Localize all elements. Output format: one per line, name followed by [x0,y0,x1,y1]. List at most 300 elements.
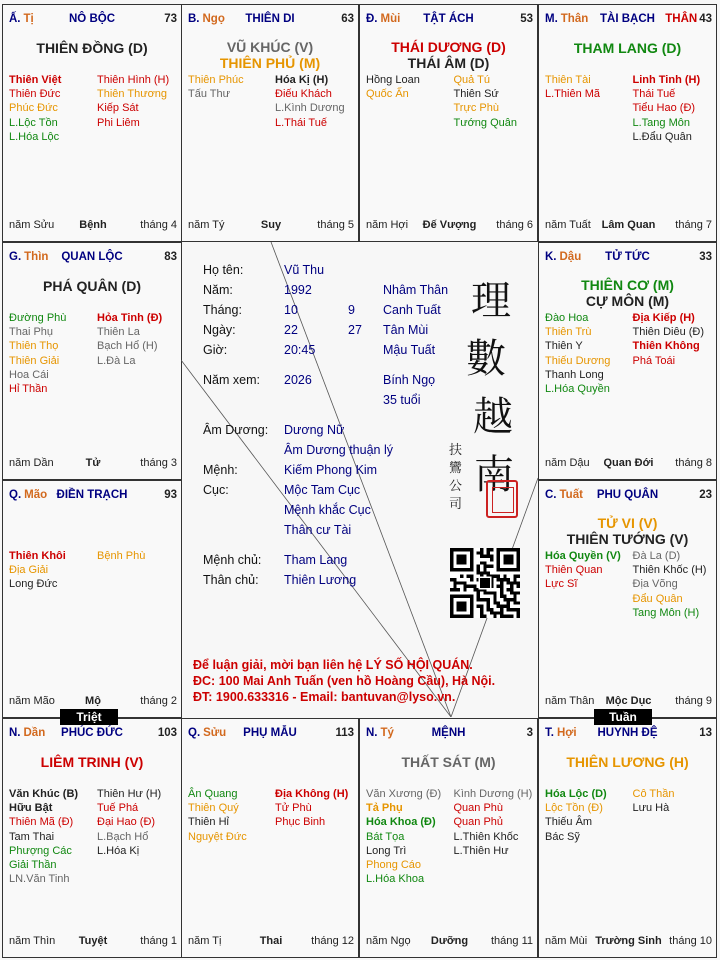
palace-name: PHỤ MẪU [243,727,297,739]
minor-stars-right [97,311,162,368]
minor-star: L.Bạch Hổ [97,830,149,843]
palace-can: K. [545,251,557,263]
palace-footer [188,935,354,949]
minor-star: Bệnh Phù [97,550,146,562]
minor-stars-right [97,787,161,858]
minor-stars-right [275,787,348,830]
view-year-canchi: Bính Ngọ [383,373,436,387]
minor-star: L.Thiên Hư [453,844,509,857]
minor-star: L.Hóa Quyền [545,383,610,396]
minor-star: Kình Dương (H) [453,788,533,800]
minor-stars-right [97,73,169,130]
month-lunar: 9 [348,303,355,317]
month-canchi: Canh Tuất [383,303,441,317]
minor-star: Lộc Tồn (Đ) [545,802,603,815]
palace-year: năm Tý [188,219,225,231]
minor-star: Bát Tọa [366,830,405,843]
minor-star: Thiên Hư (H) [97,788,162,800]
palace-can: T. [545,727,554,739]
menh-value: Kiếm Phong Kim [284,463,378,477]
palace-name: NÔ BỘC [69,13,115,25]
palace-branch: Dần [23,727,46,739]
minor-stars-left [366,73,420,101]
minor-star: Long Trì [366,844,407,857]
than-marker: THÂN [665,13,698,25]
year-label: Năm: [203,283,233,297]
minor-star: Bạch Hổ (H) [97,340,158,353]
main-star: THIÊN ĐỒNG (D) [36,40,148,56]
palace-stage: Tử [85,457,101,469]
palace-branch: Hợi [556,727,577,739]
cuc-relation: Mệnh khắc Cục [284,503,371,517]
palace-footer [545,219,712,233]
name-value: Vũ Thu [284,263,325,277]
center-info-panel [181,242,538,717]
palace-can: G. [9,251,22,263]
minor-star: Thiên Việt [9,74,62,86]
cuc-value: Mộc Tam Cục [284,483,361,497]
minor-star: Văn Xương (Đ) [366,788,442,800]
minor-star: Địa Kiếp (H) [632,312,695,324]
minor-star: Ân Quang [188,788,238,800]
palace-month: tháng 2 [140,695,177,707]
minor-star: L.Hóa Lộc [9,130,60,143]
palace-year: năm Thân [545,695,595,707]
palace-year: năm Dậu [545,457,590,469]
minor-star: Điếu Khách [275,88,332,101]
minor-star: Thiên Hỉ [188,816,229,829]
palace-number [699,251,712,263]
minor-star: Hóa Quyền (V) [545,550,621,562]
day-solar: 22 [284,323,298,337]
minor-star: Thiếu Âm [545,816,593,829]
main-star: THIÊN PHỦ (M) [219,55,321,71]
minor-star: LN.Văn Tinh [9,873,70,886]
main-star: THIÊN CƠ (M) [581,277,674,293]
minor-stars-left [545,73,600,101]
palace-branch: Mùi [380,13,401,25]
minor-star: L.Thiên Khốc [453,830,519,843]
month-label: Tháng: [203,303,242,317]
minor-star: Thiên Không [632,340,700,353]
seal-char-3: 公 [449,479,463,494]
main-star: CỰ MÔN (M) [585,293,670,309]
palace-age-number: 43 [699,13,712,25]
palace-name: TẬT ÁCH [423,13,474,25]
thanchu-value: Thiên Lương [284,573,357,587]
palace-year: năm Mão [9,695,55,707]
palace-branch: Tị [23,13,34,25]
minor-star: Quốc Ấn [366,88,409,101]
thanchu-label: Thân chủ: [203,573,259,587]
minor-star: Long Đức [9,578,58,591]
palace-month: tháng 12 [311,935,354,947]
palace-footer [9,935,177,949]
amduong-note: Âm Dương thuận lý [284,443,393,457]
minor-star: Đại Hao (Đ) [97,816,156,829]
minor-star: L.Hóa Kị [97,844,140,857]
palace-stage: Lâm Quan [601,219,656,231]
than-position: Thân cư Tài [284,523,352,537]
palace-ty-nobo[interactable] [2,4,182,242]
palace-number [335,727,354,739]
palace-age-number: 93 [164,489,177,501]
minor-star: Thiên Mã (Đ) [9,816,74,829]
amduong-value: Dương Nữ [284,423,345,437]
minor-stars-left [9,549,66,592]
minor-star: Hóa Khoa (Đ) [366,816,436,829]
minor-star: Đường Phù [9,312,67,324]
minor-star: Thiên Quan [545,564,603,577]
amduong-label: Âm Dương: [203,423,269,437]
minor-star: Thiếu Dương [545,354,611,367]
minor-star: Tấu Thư [188,88,231,101]
minor-stars-right [97,549,145,563]
minor-stars-left [366,787,441,886]
minor-star: Phi Liêm [97,116,140,129]
view-year-label: Năm xem: [203,373,260,387]
minor-star: Thiên Thương [97,88,168,101]
year-value: 1992 [284,283,312,297]
palace-number [520,13,533,25]
minor-star: Quan Phù [453,802,504,815]
palace-number [527,727,533,739]
main-star: THAM LANG (D) [573,40,682,56]
minor-star: Tiểu Hao (Đ) [632,102,696,115]
minor-star: Lưu Hà [632,802,670,815]
calligraphy-char-1: 理 [471,278,511,324]
palace-branch: Tý [380,727,394,739]
minor-star: Hoa Cái [9,368,49,381]
minor-stars-left [9,73,61,144]
palace-age-number: 103 [157,727,177,739]
hour-label: Giờ: [203,343,228,357]
minor-star: Thiên Quý [188,802,239,815]
palace-footer [545,935,712,949]
minor-star: L.Đà La [97,354,136,367]
minor-star: Cô Thần [632,788,675,800]
palace-name: TỬ TỨC [605,251,650,263]
palace-month: tháng 9 [675,695,712,707]
palace-stage: Thai [259,935,283,947]
minor-star: Thiên La [97,326,140,339]
palace-month: tháng 3 [140,457,177,469]
palace-thin-quanloc[interactable] [2,242,182,480]
minor-star: Nguyệt Đức [188,830,247,843]
contact-address: ĐC: 100 Mai Anh Tuấn (ven hồ Hoàng Cầu), Hà Nội. [193,674,496,688]
palace-number [164,489,177,501]
minor-stars-left [545,311,610,396]
minor-star: Thiên Đức [9,88,61,101]
main-star: THẤT SÁT (M) [401,754,496,770]
palace-number [699,489,712,501]
calligraphy-char-3: 越 [473,394,513,440]
minor-star: Thiên Khốc (H) [632,564,707,577]
minor-stars-left [545,787,607,844]
month-solar: 10 [284,303,298,317]
main-star: TỬ VI (V) [597,515,658,531]
minor-star: Đà La (D) [632,550,681,562]
minor-stars-left [545,549,621,592]
minor-star: Văn Khúc (B) [9,788,79,800]
minor-star: Tam Thai [9,830,55,843]
palace-branch: Dậu [559,251,582,263]
minor-star: Kiếp Sát [97,102,139,115]
palace-age-number: 83 [164,251,177,263]
palace-name: PHU QUÂN [596,489,659,501]
palace-month: tháng 5 [317,219,354,231]
hour-value: 20:45 [284,343,316,357]
palace-footer [188,219,354,233]
palace-year: năm Thìn [9,935,56,947]
minor-star: Hỉ Thần [9,383,48,396]
minor-star: Quả Tú [453,74,490,86]
palace-dau-tutuc[interactable] [538,242,717,480]
minor-star: Địa Giải [9,564,49,577]
palace-branch: Ngọ [202,13,225,25]
palace-year: năm Mùi [545,935,588,947]
name-label: Họ tên: [203,263,244,277]
palace-name: TÀI BẠCH [600,13,655,25]
palace-number [164,251,177,263]
main-star: PHÁ QUÂN (D) [43,278,141,294]
palace-branch: Thân [560,13,589,25]
palace-name: PHÚC ĐỨC [61,727,123,739]
palace-stage: Trường Sinh [595,935,662,947]
minor-stars-right [454,787,533,858]
minor-star: Trực Phù [453,102,499,115]
minor-star: Bác Sỹ [545,830,580,843]
main-star: LIÊM TRINH (V) [40,754,144,770]
minor-stars-right [633,73,701,144]
age-value: 35 tuổi [383,393,421,407]
palace-number [699,727,712,739]
minor-star: Lực Sĩ [545,578,578,591]
minor-star: Địa Không (H) [275,788,349,800]
palace-dan-phucduc[interactable] [2,718,182,958]
minor-star: Hỏa Tinh (Đ) [97,312,163,324]
hour-canchi: Mậu Tuất [383,343,436,357]
minor-star: Thiên Giải [9,354,60,367]
day-label: Ngày: [203,323,236,337]
minor-star: Phượng Các [9,844,72,857]
palace-hoi-huynhde[interactable] [538,718,717,958]
palace-number [341,13,354,25]
palace-age-number: 73 [164,13,177,25]
minor-stars-right [275,73,345,130]
minor-star: Thiên Thọ [9,340,59,353]
palace-month: tháng 1 [140,935,177,947]
minor-star: Phong Cáo [366,859,422,872]
palace-stage: Quan Đới [603,457,654,469]
minor-star: Địa Võng [632,578,678,591]
palace-year: năm Tị [188,935,222,947]
minor-star: L.Thiên Mã [545,88,601,101]
palace-name: HUYNH ĐỆ [597,727,658,739]
day-canchi: Tân Mùi [383,323,429,337]
palace-can: C. [545,489,557,501]
palace-name: THIÊN DI [245,13,295,25]
minor-star: Thiên Trù [545,326,592,339]
palace-month: tháng 4 [140,219,177,231]
seal-side-text [449,442,463,514]
palace-can: N. [366,727,378,739]
minor-star: Thiên Sứ [453,88,499,101]
palace-age-number: 53 [520,13,533,25]
menhchu-label: Mệnh chủ: [203,553,262,567]
minor-star: Phục Binh [275,816,326,829]
minor-star: Thiên Khôi [9,550,66,562]
minor-stars-right [633,311,705,368]
calligraphy-char-2: 數 [466,336,506,382]
palace-footer [9,695,177,709]
palace-stage: Suy [260,219,282,231]
palace-can: M. [545,13,558,25]
palace-name: MỆNH [431,727,466,739]
palace-stage: Tuyệt [78,935,108,947]
minor-star: Linh Tinh (H) [632,74,701,86]
minor-star: Thái Tuế [632,88,676,101]
minor-stars-left [9,787,78,886]
palace-month: tháng 7 [675,219,712,231]
minor-star: Thiên Phúc [188,74,244,86]
minor-star: Đào Hoa [545,312,589,324]
minor-star: Phúc Đức [9,102,58,115]
palace-footer [366,219,533,233]
palace-can: B. [188,13,200,25]
qr-code [450,548,520,618]
palace-number [665,13,712,25]
minor-star: Hữu Bật [9,802,53,815]
palace-name: ĐIỀN TRẠCH [56,489,128,501]
minor-star: Tả Phụ [366,802,403,815]
main-star: THIÊN TƯỚNG (V) [566,531,689,547]
minor-stars-left [9,311,66,396]
palace-age-number: 13 [699,727,712,739]
minor-star: Phá Toái [632,354,676,367]
palace-ngo-thiendi[interactable] [181,4,359,242]
palace-year: năm Sửu [9,219,55,231]
palace-age-number: 63 [341,13,354,25]
minor-star: Tử Phù [275,802,312,815]
palace-branch: Mão [24,489,48,501]
red-seal-stamp [486,480,518,518]
minor-star: Thiên Diêu (Đ) [632,326,705,339]
main-star: THÁI DƯƠNG (D) [391,39,506,55]
palace-footer [545,457,712,471]
palace-can: Ấ. [9,13,21,25]
minor-star: L.Lộc Tồn [9,116,58,129]
palace-number [164,13,177,25]
menh-label: Mệnh: [203,463,238,477]
palace-can: Q. [188,727,201,739]
palace-mui-tatach[interactable] [359,4,538,242]
palace-age-number: 23 [699,489,712,501]
minor-star: Hồng Loan [366,74,420,86]
palace-stage: Bệnh [79,219,107,231]
year-canchi: Nhâm Thân [383,283,449,297]
palace-year: năm Dần [9,457,54,469]
palace-stage: Dưỡng [430,935,469,947]
tuan-marker: Tuần [594,709,652,725]
minor-star: Tướng Quân [453,116,517,129]
palace-suu-phumau[interactable] [181,718,359,958]
palace-name: QUAN LỘC [61,251,123,263]
triet-marker: Triệt [60,709,118,725]
day-lunar: 27 [348,323,362,337]
palace-branch: Thìn [24,251,49,263]
palace-month: tháng 10 [669,935,712,947]
main-star: THIÊN LƯƠNG (H) [566,754,689,770]
palace-month: tháng 6 [496,219,533,231]
minor-star: L.Thái Tuế [275,116,327,129]
contact-line-1: Để luận giải, mời bạn liên hệ LÝ SỐ HỘI QUÁN. [193,658,473,672]
palace-stage: Đế Vượng [422,219,477,231]
minor-star: Thai Phụ [9,326,54,339]
palace-mao-dientrach[interactable] [2,480,182,718]
minor-star: Tang Môn (H) [632,606,700,619]
palace-year: năm Hợi [366,219,409,231]
palace-stage: Mộc Dục [605,695,652,707]
calligraphy-char-4: 南 [474,452,514,498]
palace-footer [545,695,712,709]
palace-month: tháng 11 [490,935,533,947]
palace-number [158,727,177,739]
minor-star: Thiên Hình (H) [97,74,170,86]
minor-stars-right [454,73,518,130]
minor-stars-left [188,73,244,101]
minor-star: Hóa Lộc (D) [545,788,607,800]
palace-footer [9,457,177,471]
palace-tuat-phuquan[interactable] [538,480,717,718]
palace-age-number: 33 [699,251,712,263]
palace-branch: Sửu [203,727,227,739]
seal-char-1: 扶 [449,443,463,458]
minor-star: L.Đẩu Quân [632,130,692,143]
minor-star: Hóa Kị (H) [275,74,329,86]
palace-ty-menh[interactable] [359,718,538,958]
minor-star: Tuế Phá [97,802,139,815]
view-year-value: 2026 [284,373,312,387]
palace-can: Q. [9,489,22,501]
palace-year: năm Ngọ [366,935,411,947]
palace-can: Đ. [366,13,378,25]
palace-year: năm Tuất [545,219,591,231]
palace-stage: Mộ [85,695,101,707]
minor-star: L.Kình Dương [275,102,345,115]
palace-month: tháng 8 [675,457,712,469]
menhchu-value: Tham Lang [284,553,348,567]
seal-char-2: 鸞 [449,461,463,476]
main-star: VŨ KHÚC (V) [226,39,314,55]
palace-can: N. [9,727,21,739]
palace-than-taibach[interactable] [538,4,717,242]
palace-age-number: 113 [335,727,354,739]
palace-age-number: 3 [526,727,533,739]
main-star: THÁI ÂM (D) [407,55,490,71]
palace-footer [9,219,177,233]
calligraphy-logo [466,272,516,504]
cuc-label: Cục: [203,483,229,497]
minor-stars-right [633,787,675,815]
minor-star: Đẩu Quân [632,592,683,605]
palace-branch: Tuất [559,489,583,501]
minor-star: Thiên Tài [545,74,591,86]
minor-star: Thanh Long [545,368,604,381]
minor-star: L.Hóa Khoa [366,873,425,886]
minor-star: Quan Phủ [453,816,504,829]
seal-char-4: 司 [449,497,463,512]
